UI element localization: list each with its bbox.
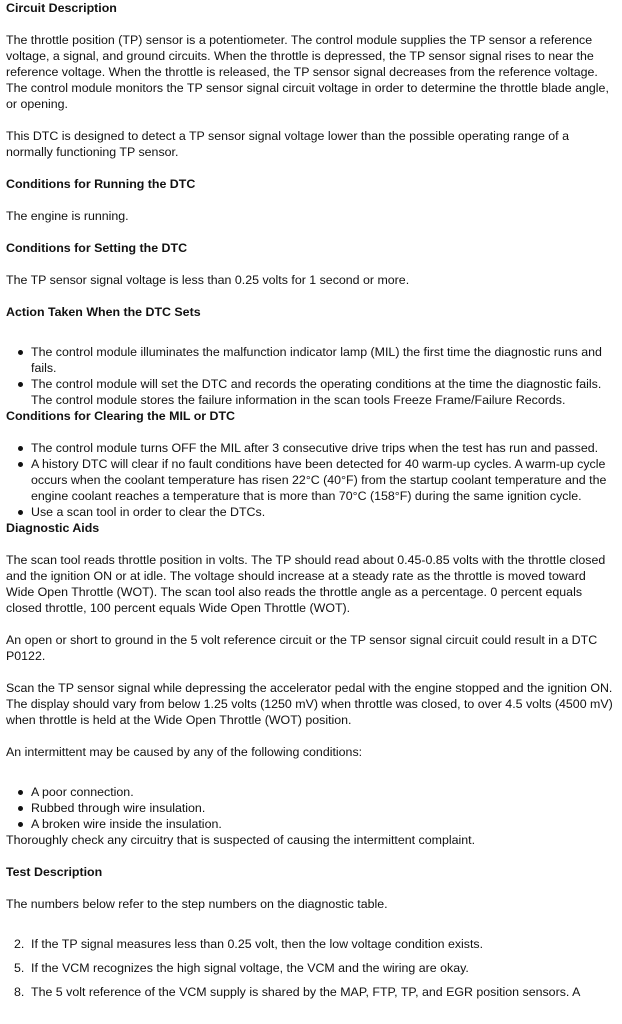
circuit-description-paragraph-1: The throttle position (TP) sensor is a potentiometer. The control module supplies the TP sensor a reference voltage, a signal, and ground circuits. When the throttle is depressed, the TP sensor signal rises to near the reference voltage. When the throttle is released, the TP sensor signal decreases from the reference voltage. The control module monitors the TP sensor signal circuit voltage in order to determine the throttle blade angle, or opening. [6,33,609,111]
list-item: The control module turns OFF the MIL after 3 consecutive drive trips when the test has run and passed. [6,440,616,456]
list-item: The control module illuminates the malfunction indicator lamp (MIL) the first time the diagnostic runs and fails. [6,344,616,376]
diagnostic-aids-paragraph-4: An intermittent may be caused by any of the following conditions: [6,745,363,759]
conditions-clearing-list [6,440,616,520]
list-item: Use a scan tool in order to clear the DTCs. [6,504,616,520]
test-step [6,960,616,976]
test-description-heading: Test Description [6,865,103,879]
test-steps-list [6,936,616,1000]
test-step [6,984,616,1000]
list-item: Rubbed through wire insulation. [6,800,616,816]
list-item: A history DTC will clear if no fault conditions have been detected for 40 warm-up cycles. A warm-up cycle occurs when the coolant temperature has risen 22°C (40°F) from the startup coolant temperature and the engine coolant reaches a temperature that is more than 70°C (158°F) during the same ignition cycle. [6,456,616,504]
test-description-intro: The numbers below refer to the step numbers on the diagnostic table. [6,897,388,911]
step-text: If the VCM recognizes the high signal voltage, the VCM and the wiring are okay. [31,961,469,975]
list-item: A poor connection. [6,784,616,800]
conditions-running-heading: Conditions for Running the DTC [6,177,196,191]
step-number: 2. [14,937,25,951]
diagnostic-aids-heading: Diagnostic Aids [6,521,100,535]
action-taken-heading: Action Taken When the DTC Sets [6,305,201,319]
step-number: 8. [14,985,25,999]
step-text: The 5 volt reference of the VCM supply is shared by the MAP, FTP, TP, and EGR position sensors. A [31,985,581,999]
circuit-description-paragraph-2: This DTC is designed to detect a TP sensor signal voltage lower than the possible operating range of a normally functioning TP sensor. [6,129,569,159]
diagnostic-aids-paragraph-1: The scan tool reads throttle position in volts. The TP should read about 0.45-0.85 volts with the throttle closed and the ignition ON or at idle. The voltage should increase at a steady rate as the throttle is moved toward Wide Open Throttle (WOT). The scan tool also reads the throttle angle as a percentage. 0 percent equals closed throttle, 100 percent equals Wide Open Throttle (WOT). [6,553,606,615]
conditions-clearing-heading: Conditions for Clearing the MIL or DTC [6,409,235,423]
test-step [6,936,616,952]
step-number: 5. [14,961,25,975]
document-page [6,0,616,1000]
conditions-setting-text: The TP sensor signal voltage is less than 0.25 volts for 1 second or more. [6,273,410,287]
diagnostic-aids-paragraph-3: Scan the TP sensor signal while depressing the accelerator pedal with the engine stopped and the ignition ON. The display should vary from below 1.25 volts (1250 mV) when throttle was closed, to over 4.5 volts (4500 mV) when throttle is held at the Wide Open Throttle (WOT) position. [6,681,613,727]
step-text: If the TP signal measures less than 0.25 volt, then the low voltage condition exists. [31,937,484,951]
conditions-running-text: The engine is running. [6,209,129,223]
list-item: A broken wire inside the insulation. [6,816,616,832]
action-taken-list [6,344,616,408]
diagnostic-aids-paragraph-5: Thoroughly check any circuitry that is suspected of causing the intermittent complaint. [6,833,476,847]
intermittent-causes-list [6,784,616,832]
circuit-description-heading: Circuit Description [6,1,117,15]
diagnostic-aids-paragraph-2: An open or short to ground in the 5 volt reference circuit or the TP sensor signal circuit could result in a DTC P0122. [6,633,598,663]
conditions-setting-heading: Conditions for Setting the DTC [6,241,188,255]
list-item: The control module will set the DTC and records the operating conditions at the time the diagnostic fails. The control module stores the failure information in the scan tools Freeze Frame/Failure Records. [6,376,616,408]
